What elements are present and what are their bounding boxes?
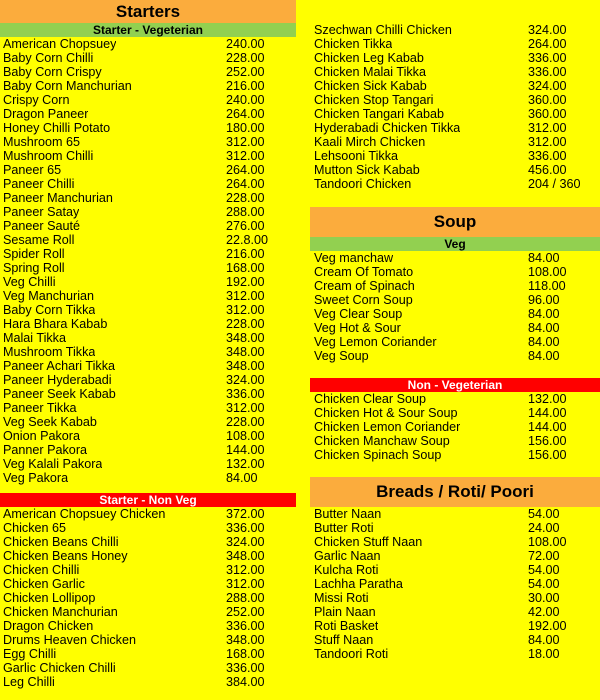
left-column: [0, 0, 296, 689]
menu-item-row: [0, 303, 296, 317]
menu-item-name: Stuff Naan: [314, 633, 374, 647]
menu-item-price: 312.00: [226, 289, 265, 303]
menu-item-price: 132.00: [226, 457, 265, 471]
menu-item-price: 384.00: [226, 675, 265, 689]
menu-item-name: Szechwan Chilli Chicken: [314, 23, 452, 37]
menu-item-price: 216.00: [226, 79, 265, 93]
menu-item-row: [310, 135, 600, 149]
menu-item-price: 54.00: [528, 507, 560, 521]
menu-item-row: [0, 135, 296, 149]
menu-item-row: [310, 307, 600, 321]
soup-veg-list: [310, 251, 600, 363]
menu-item-row: [310, 79, 600, 93]
menu-item-row: [0, 79, 296, 93]
menu-item-row: [0, 633, 296, 647]
menu-item-name: Paneer Tikka: [3, 401, 77, 415]
menu-item-row: [0, 275, 296, 289]
menu-item-row: [0, 605, 296, 619]
menu-item-price: 228.00: [226, 51, 265, 65]
menu-item-row: [310, 279, 600, 293]
menu-item-row: [310, 521, 600, 535]
menu-item-row: [310, 293, 600, 307]
menu-item-name: Chicken 65: [3, 521, 67, 535]
menu-item-row: [310, 535, 600, 549]
menu-item-row: [0, 675, 296, 689]
menu-item-name: Sweet Corn Soup: [314, 293, 413, 307]
menu-item-price: 264.00: [226, 163, 265, 177]
menu-item-name: Cream of Spinach: [314, 279, 415, 293]
menu-item-name: Mushroom Chilli: [3, 149, 94, 163]
menu-item-name: Egg Chilli: [3, 647, 57, 661]
soup-nonveg-label: Non - Vegeterian: [310, 378, 600, 392]
menu-item-name: American Chopsuey: [3, 37, 117, 51]
menu-item-price: 312.00: [226, 563, 265, 577]
menu-item-name: Mushroom Tikka: [3, 345, 96, 359]
menu-item-price: 324.00: [226, 535, 265, 549]
menu-item-price: 84.00: [226, 471, 258, 485]
menu-item-row: [310, 149, 600, 163]
menu-item-name: Chicken Beans Chilli: [3, 535, 119, 549]
menu-item-name: Garlic Naan: [314, 549, 381, 563]
menu-item-name: Chicken Manchaw Soup: [314, 434, 450, 448]
menu-item-price: 168.00: [226, 261, 265, 275]
menu-item-row: [0, 619, 296, 633]
soup-header: Soup: [310, 207, 600, 237]
menu-item-price: 264.00: [226, 107, 265, 121]
menu-item-price: 336.00: [226, 661, 265, 675]
menu-item-price: 204 / 360: [528, 177, 581, 191]
menu-item-row: [310, 93, 600, 107]
menu-item-price: 228.00: [226, 415, 265, 429]
menu-item-row: [0, 317, 296, 331]
menu-item-name: Butter Naan: [314, 507, 382, 521]
menu-item-name: Veg Manchurian: [3, 289, 95, 303]
menu-item-price: 84.00: [528, 349, 560, 363]
menu-item-row: [0, 345, 296, 359]
menu-item-name: American Chopsuey Chicken: [3, 507, 166, 521]
soup-nonveg-list: [310, 392, 600, 462]
menu-item-row: [0, 177, 296, 191]
menu-item-price: 360.00: [528, 93, 567, 107]
starter-nonveg-label: Starter - Non Veg: [0, 493, 296, 507]
menu-item-price: 22.8.00: [226, 233, 269, 247]
menu-item-name: Spring Roll: [3, 261, 65, 275]
menu-item-price: 288.00: [226, 205, 265, 219]
menu-item-price: 312.00: [528, 121, 567, 135]
menu-item-name: Chicken Garlic: [3, 577, 85, 591]
menu-item-name: Baby Corn Manchurian: [3, 79, 132, 93]
menu-item-row: [310, 434, 600, 448]
menu-item-row: [0, 191, 296, 205]
menu-item-row: [310, 37, 600, 51]
menu-item-name: Veg Chilli: [3, 275, 56, 289]
menu-item-price: 264.00: [528, 37, 567, 51]
menu-item-row: [0, 205, 296, 219]
soup-veg-label: Veg: [310, 237, 600, 251]
menu-item-name: Paneer Hyderabadi: [3, 373, 112, 387]
menu-item-row: [0, 415, 296, 429]
breads-list: [310, 507, 600, 661]
menu-item-name: Veg Soup: [314, 349, 369, 363]
menu-item-price: 18.00: [528, 647, 560, 661]
menu-item-name: Veg Kalali Pakora: [3, 457, 103, 471]
menu-item-name: Lachha Paratha: [314, 577, 403, 591]
menu-item-price: 144.00: [528, 406, 567, 420]
menu-item-price: 108.00: [528, 265, 567, 279]
menu-item-price: 84.00: [528, 321, 560, 335]
menu-item-name: Garlic Chicken Chilli: [3, 661, 116, 675]
menu-item-price: 276.00: [226, 219, 265, 233]
menu-item-name: Mushroom 65: [3, 135, 80, 149]
menu-item-row: [310, 107, 600, 121]
menu-item-price: 240.00: [226, 93, 265, 107]
menu-item-name: Drums Heaven Chicken: [3, 633, 136, 647]
menu-item-name: Veg Seek Kabab: [3, 415, 97, 429]
menu-item-name: Chicken Clear Soup: [314, 392, 427, 406]
menu-item-row: [0, 331, 296, 345]
menu-item-name: Baby Corn Tikka: [3, 303, 96, 317]
menu-item-price: 312.00: [226, 303, 265, 317]
menu-item-price: 288.00: [226, 591, 265, 605]
menu-item-price: 84.00: [528, 307, 560, 321]
menu-item-name: Chicken Stuff Naan: [314, 535, 423, 549]
menu-item-price: 348.00: [226, 549, 265, 563]
menu-item-name: Chicken Stop Tangari: [314, 93, 434, 107]
menu-item-row: [310, 265, 600, 279]
menu-item-price: 456.00: [528, 163, 567, 177]
menu-item-price: 132.00: [528, 392, 567, 406]
menu-item-name: Veg Pakora: [3, 471, 69, 485]
menu-item-row: [310, 251, 600, 265]
menu-item-row: [310, 65, 600, 79]
menu-item-price: 240.00: [226, 37, 265, 51]
menu-item-price: 84.00: [528, 633, 560, 647]
menu-item-price: 144.00: [226, 443, 265, 457]
menu-item-price: 336.00: [528, 51, 567, 65]
menu-item-name: Veg Hot & Sour: [314, 321, 401, 335]
menu-item-price: 312.00: [528, 135, 567, 149]
menu-item-name: Paneer Seek Kabab: [3, 387, 116, 401]
menu-item-name: Butter Roti: [314, 521, 374, 535]
menu-item-price: 54.00: [528, 577, 560, 591]
menu-item-price: 108.00: [226, 429, 265, 443]
menu-item-name: Tandoori Roti: [314, 647, 389, 661]
menu-item-name: Hyderabadi Chicken Tikka: [314, 121, 461, 135]
menu-item-price: 144.00: [528, 420, 567, 434]
menu-item-row: [0, 65, 296, 79]
menu-item-name: Panner Pakora: [3, 443, 88, 457]
menu-item-name: Chicken Spinach Soup: [314, 448, 442, 462]
menu-item-price: 84.00: [528, 335, 560, 349]
menu-item-row: [0, 373, 296, 387]
starter-veg-label: Starter - Vegeterian: [0, 23, 296, 37]
menu-item-price: 72.00: [528, 549, 560, 563]
menu-item-row: [0, 149, 296, 163]
menu-item-price: 372.00: [226, 507, 265, 521]
menu-item-row: [0, 233, 296, 247]
menu-item-row: [0, 401, 296, 415]
menu-item-price: 30.00: [528, 591, 560, 605]
menu-item-name: Honey Chilli Potato: [3, 121, 111, 135]
menu-item-price: 96.00: [528, 293, 560, 307]
menu-item-price: 336.00: [528, 149, 567, 163]
menu-item-name: Dragon Paneer: [3, 107, 89, 121]
menu-item-price: 252.00: [226, 65, 265, 79]
menu-item-price: 324.00: [528, 23, 567, 37]
menu-item-price: 348.00: [226, 345, 265, 359]
menu-item-price: 324.00: [226, 373, 265, 387]
menu-item-price: 180.00: [226, 121, 265, 135]
menu-item-row: [0, 51, 296, 65]
menu-item-price: 216.00: [226, 247, 265, 261]
menu-item-price: 264.00: [226, 177, 265, 191]
menu-item-name: Malai Tikka: [3, 331, 66, 345]
menu-item-price: 348.00: [226, 331, 265, 345]
menu-item-name: Onion Pakora: [3, 429, 81, 443]
menu-item-name: Chicken Hot & Sour Soup: [314, 406, 458, 420]
menu-item-name: Chicken Chilli: [3, 563, 80, 577]
menu-item-name: Baby Corn Crispy: [3, 65, 102, 79]
menu-item-row: [0, 163, 296, 177]
menu-item-row: [0, 471, 296, 485]
menu-item-price: 336.00: [226, 619, 265, 633]
menu-item-price: 54.00: [528, 563, 560, 577]
menu-item-row: [0, 647, 296, 661]
menu-item-price: 24.00: [528, 521, 560, 535]
menu-item-name: Leg Chilli: [3, 675, 55, 689]
menu-item-price: 118.00: [528, 279, 566, 293]
menu-item-name: Missi Roti: [314, 591, 369, 605]
menu-item-row: [0, 247, 296, 261]
menu-item-price: 108.00: [528, 535, 567, 549]
menu-item-price: 228.00: [226, 191, 265, 205]
menu-item-name: Crispy Corn: [3, 93, 70, 107]
right-column: [310, 0, 600, 661]
starter-nonveg-continued-list: [310, 23, 600, 191]
menu-item-name: Baby Corn Chilli: [3, 51, 94, 65]
menu-item-row: [0, 289, 296, 303]
menu-item-name: Spider Roll: [3, 247, 65, 261]
menu-item-row: [0, 261, 296, 275]
menu-item-row: [310, 349, 600, 363]
menu-item-name: Chicken Tikka: [314, 37, 393, 51]
menu-item-price: 336.00: [226, 521, 265, 535]
menu-item-row: [0, 457, 296, 471]
menu-item-row: [310, 335, 600, 349]
menu-item-row: [0, 661, 296, 675]
menu-item-row: [0, 577, 296, 591]
menu-item-name: Roti Basket: [314, 619, 379, 633]
menu-item-price: 360.00: [528, 107, 567, 121]
menu-item-row: [0, 387, 296, 401]
menu-item-price: 312.00: [226, 135, 265, 149]
menu-item-row: [310, 647, 600, 661]
menu-item-row: [310, 577, 600, 591]
menu-item-price: 192.00: [528, 619, 567, 633]
menu-item-name: Chicken Tangari Kabab: [314, 107, 444, 121]
menu-item-price: 156.00: [528, 448, 567, 462]
menu-item-name: Paneer Achari Tikka: [3, 359, 116, 373]
menu-item-row: [310, 121, 600, 135]
menu-item-row: [0, 359, 296, 373]
menu-item-row: [310, 605, 600, 619]
menu-item-name: Chicken Lemon Coriander: [314, 420, 461, 434]
menu-item-row: [310, 448, 600, 462]
menu-item-row: [310, 51, 600, 65]
menu-item-row: [310, 549, 600, 563]
menu-item-price: 324.00: [528, 79, 567, 93]
menu-item-price: 312.00: [226, 577, 265, 591]
starter-nonveg-list: [0, 507, 296, 689]
menu-item-name: Sesame Roll: [3, 233, 75, 247]
menu-item-price: 156.00: [528, 434, 567, 448]
menu-item-name: Plain Naan: [314, 605, 376, 619]
menu-item-row: [0, 443, 296, 457]
menu-item-name: Paneer Chilli: [3, 177, 75, 191]
menu-item-price: 336.00: [226, 387, 265, 401]
menu-item-row: [310, 406, 600, 420]
menu-item-price: 348.00: [226, 359, 265, 373]
menu-item-row: [310, 23, 600, 37]
starters-header: Starters: [0, 0, 296, 23]
menu-item-name: Kulcha Roti: [314, 563, 379, 577]
menu-item-name: Chicken Beans Honey: [3, 549, 128, 563]
menu-item-row: [310, 163, 600, 177]
menu-item-name: Paneer Sauté: [3, 219, 81, 233]
menu-item-row: [0, 521, 296, 535]
breads-header: Breads / Roti/ Poori: [310, 477, 600, 507]
menu-item-row: [0, 563, 296, 577]
menu-item-row: [0, 93, 296, 107]
menu-item-price: 336.00: [528, 65, 567, 79]
menu-item-price: 42.00: [528, 605, 560, 619]
menu-item-price: 228.00: [226, 317, 265, 331]
menu-item-row: [310, 321, 600, 335]
menu-item-price: 312.00: [226, 149, 265, 163]
menu-item-price: 348.00: [226, 633, 265, 647]
menu-item-name: Kaali Mirch Chicken: [314, 135, 426, 149]
menu-item-name: Veg Lemon Coriander: [314, 335, 437, 349]
menu-item-price: 192.00: [226, 275, 265, 289]
menu-item-price: 312.00: [226, 401, 265, 415]
menu-item-row: [0, 507, 296, 521]
menu-item-row: [0, 121, 296, 135]
menu-item-row: [0, 549, 296, 563]
menu-item-name: Chicken Lollipop: [3, 591, 96, 605]
menu-item-price: 252.00: [226, 605, 265, 619]
menu-item-row: [310, 420, 600, 434]
menu-item-row: [0, 535, 296, 549]
menu-item-price: 168.00: [226, 647, 265, 661]
menu-item-name: Chicken Manchurian: [3, 605, 118, 619]
menu-item-row: [310, 177, 600, 191]
menu-item-row: [310, 563, 600, 577]
menu-item-name: Veg Clear Soup: [314, 307, 403, 321]
menu-item-row: [310, 633, 600, 647]
menu-item-row: [0, 591, 296, 605]
menu-item-name: Tandoori Chicken: [314, 177, 412, 191]
menu-item-name: Chicken Leg Kabab: [314, 51, 424, 65]
menu-item-name: Lehsooni Tikka: [314, 149, 399, 163]
menu-item-row: [310, 507, 600, 521]
menu-item-name: Veg manchaw: [314, 251, 394, 265]
menu-item-row: [0, 37, 296, 51]
menu-item-row: [310, 619, 600, 633]
menu-item-name: Cream Of Tomato: [314, 265, 414, 279]
menu-item-price: 84.00: [528, 251, 560, 265]
menu-item-row: [0, 429, 296, 443]
menu-item-row: [310, 392, 600, 406]
menu-item-row: [0, 107, 296, 121]
menu-item-row: [0, 219, 296, 233]
starter-veg-list: [0, 37, 296, 485]
menu-item-name: Paneer Manchurian: [3, 191, 113, 205]
menu-item-name: Chicken Sick Kabab: [314, 79, 427, 93]
menu-item-name: Dragon Chicken: [3, 619, 94, 633]
menu-item-name: Hara Bhara Kabab: [3, 317, 108, 331]
menu-item-name: Mutton Sick Kabab: [314, 163, 420, 177]
menu-item-row: [310, 591, 600, 605]
menu-item-name: Paneer 65: [3, 163, 62, 177]
menu-item-name: Paneer Satay: [3, 205, 80, 219]
menu-item-name: Chicken Malai Tikka: [314, 65, 426, 79]
